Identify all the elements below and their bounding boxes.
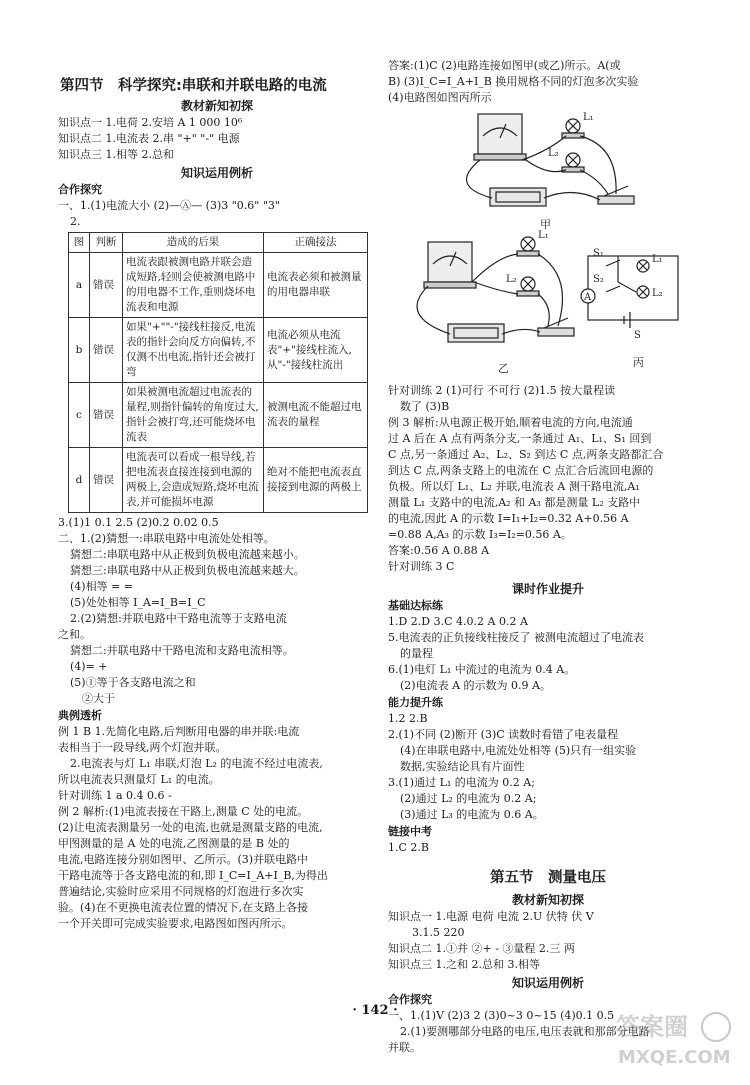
table-cell: 错误 [90,383,123,448]
label-S1: S₁ [593,248,604,259]
answer-line: 2.(1)不同 (2)断开 (3)C 读数时看错了电表量程 [388,728,619,741]
heading-typical-examples: 典例透析 [58,709,102,722]
label-yi: 乙 [498,362,509,375]
subheading-homework: 课时作业提升 [511,582,584,596]
subheading-application: 知识运用例析 [511,976,584,990]
answer-line: 针对训练 1 a 0.4 0.6 - [58,789,172,802]
watermark-text: 答案圈 [616,1013,688,1041]
answer-line: 2.(1)要测哪部分电路的电压,电压表就和那部分电路 [400,1025,650,1038]
answer-line: 一、1.(1)V (2)3 2 (3)0~3 0~15 (4)0.1 0.5 [388,1009,615,1022]
heading-exam-link: 链接中考 [388,825,432,838]
section-title: 第四节 科学探究:串联和并联电路的电流 [60,78,327,94]
table-cell: 错误 [90,253,123,318]
heading-ability: 能力提升练 [388,696,443,709]
answer-line: 3.1.5 220 [412,926,465,939]
page-number: · 142 · [352,1003,398,1018]
circuit-figures [388,106,708,378]
table-cell: 错误 [90,318,123,383]
answer-line: 2. [70,215,81,228]
label-L2: L₂ [652,288,663,299]
table-cell: 如果被测电流超过电流表的量程,则指针偏转的角度过大,指针会被打弯,还可能烧坏电流表 [123,383,264,448]
table-header: 判断 [90,233,123,253]
table-cell: 电流必须从电流表"+"接线柱流入,从"-"接线柱流出 [264,318,368,383]
table-cell: d [69,448,90,513]
table-cell: 电流表必须和被测量的用电器串联 [264,253,368,318]
table-row [69,448,368,513]
table-header: 正确接法 [264,233,368,253]
table-header-row [69,233,368,253]
table-cell: a [69,253,90,318]
answer-line: 的量程 [400,647,433,660]
label-bing: 丙 [633,356,644,369]
answer-line: 答案:0.56 A 0.88 A [388,544,490,557]
subheading-new-knowledge: 教材新知初探 [180,99,253,113]
answer-line: 答案:(1)C (2)电路连接如图甲(或乙)所示。A(或 [388,59,621,72]
left-column [58,58,376,932]
answer-line: 数据,实验结论具有片面性 [400,760,525,773]
table-cell: c [69,383,90,448]
answer-line: B) (3)I_C=I_A+I_B 换用规格不同的灯泡多次实验 [388,75,639,88]
label-L2: L₂ [506,274,517,285]
circuit-figure-yi [417,237,574,342]
answer-line: (2)通过 L₂ 的电流为 0.2 A; [400,792,537,805]
answer-line: 甲图测量的是 A 处的电流,乙图测量的是 B 处的 [58,837,290,850]
knowledge-point-3: 知识点三 1.之和 2.总和 3.相等 [388,958,540,971]
table-cell: 被测电流不能超过电流表的量程 [264,383,368,448]
answer-line: =0.88 A,A₃ 的示数 I₃=I₂=0.56 A。 [388,528,572,541]
subheading-new-knowledge: 教材新知初探 [511,893,584,907]
answer-line: ②大于 [82,692,115,705]
table-cell: 绝对不能把电流表直接接到电源的两极上 [264,448,368,513]
table-row [69,318,368,383]
answer-line: 电流,电路连接分别如图甲、乙所示。(3)并联电路中 [58,853,309,866]
answer-line: 过 A 后在 A 点有两条分支,一条通过 A₁、L₁、S₁ 回到 [388,432,652,445]
table-row [69,383,368,448]
heading-basic: 基础达标练 [388,599,443,612]
answer-line: (2)电流表 A 的示数为 0.9 A。 [400,679,551,692]
knowledge-point-1: 知识点一 1.电荷 2.安培 A 1 000 10⁶ [58,116,243,129]
answer-line: 1.C 2.B [388,841,429,854]
answer-line: 猜想二:并联电路中干路电流和支路电流相等。 [70,644,294,657]
answer-line: (3)通过 L₃ 的电流为 0.6 A。 [400,808,544,821]
table-header: 图 [69,233,90,253]
answer-line: (5)①等于各支路电流之和 [70,676,196,689]
answer-line: 3.(1)通过 L₁ 的电流为 0.2 A; [388,776,535,789]
answer-line: 测量 L₁ 支路中的电流,A₂ 和 A₃ 都是测量 L₂ 支路中 [388,496,641,509]
watermark-url: MXQE.COM [618,1047,731,1068]
answer-line: (4)= + [70,660,108,673]
heading-cooperative: 合作探究 [388,993,432,1006]
answer-line: 例 1 B 1.先简化电路,后判断用电器的串并联:电流 [58,725,300,738]
answer-line: 到达 C 点,两条支路上的电流在 C 点汇合后流回电源的 [388,464,654,477]
answer-line: (2)让电流表测量另一处的电流,也就是测量支路的电流, [58,821,323,834]
right-column [388,58,708,1056]
answer-line: (4)在串联电路中,电流处处相等 (5)只有一组实验 [400,744,637,757]
answer-line: 猜想二:串联电路中从正极到负极电流越来越小。 [70,548,305,561]
answer-line: (5)处处相等 I_A=I_B=I_C [70,596,206,609]
answer-line: 之和。 [58,628,91,641]
answer-line: 3.(1)1 0.1 2.5 (2)0.2 0.02 0.5 [58,516,219,529]
table-cell: 错误 [90,448,123,513]
answer-line: 的电流,因此 A 的示数 I=I₁+I₂=0.32 A+0.56 A [388,512,629,525]
answer-line: 1.2 2.B [388,712,428,725]
table-cell: 电流表可以看成一根导线,若把电流表直接连接到电源的两极上,会造成短路,烧坏电流表,并可能损坏电源 [123,448,264,513]
answer-line: 例 2 解析:(1)电流表接在干路上,测量 C 处的电流。 [58,805,309,818]
answer-line: 例 3 解析:从电源正极开始,顺着电流的方向,电流通 [388,416,633,429]
answer-line: 二、1.(2)猜想一:串联电路中电流处处相等。 [58,532,275,545]
answer-line: (4)相等 = = [70,580,134,593]
label-S2: S₂ [593,274,604,285]
answer-line: 6.(1)电灯 L₁ 中流过的电流为 0.4 A。 [388,663,576,676]
label-S: S [634,330,641,341]
label-jia: 甲 [540,218,551,231]
answer-line: 表相当于一段导线,两个灯泡并联。 [58,741,227,754]
answer-line: 一个开关即可完成实验要求,电路图如图丙所示。 [58,917,293,930]
label-L1: L₁ [583,112,594,123]
knowledge-point-2: 知识点二 1.电流表 2.串 "+" "-" 电源 [58,132,240,145]
watermark-logo [608,1001,738,1071]
error-analysis-table [68,232,368,513]
answer-line: 负极。所以灯 L₁、L₂ 并联,电流表 A 测干路电流,A₁ [388,480,640,493]
answer-line: 2.(2)猜想:并联电路中干路电流等于支路电流 [70,612,287,625]
answer-line: 验。(4)在不更换电流表位置的情况下,在支路上各接 [58,901,309,914]
answer-line: 1.D 2.D 3.C 4.0.2 A 0.2 A [388,615,528,628]
answer-line: 2.电流表与灯 L₁ 串联,灯泡 L₂ 的电流不经过电流表, [70,757,323,770]
table-header: 造成的后果 [123,233,264,253]
table-cell: b [69,318,90,383]
answer-line: 针对训练 3 C [388,560,455,573]
table-cell: 如果"+""-"接线柱接反,电流表的指针会向反方向偏转,不仅测不出电流,指针还会被打弯 [123,318,264,383]
answer-line: 所以电流表只测量灯 L₁ 的电流。 [58,773,220,786]
answer-line: (4)电路图如图丙所示 [388,91,492,104]
knowledge-point-2: 知识点二 1.①并 ②+ - ③量程 2.三 两 [388,942,575,955]
answer-line: 一、1.(1)电流大小 (2)—Ⓐ— (3)3 "0.6" "3" [58,199,280,212]
label-L1: L₁ [538,230,549,241]
knowledge-point-3: 知识点三 1.相等 2.总和 [58,148,174,161]
label-A: A [584,292,592,303]
answer-line: 针对训练 2 (1)可行 不可行 (2)1.5 按大量程读 [388,384,616,397]
answer-line: 干路电流等于各支路电流的和,即 I_C=I_A+I_B,为得出 [58,869,328,882]
knowledge-point-1: 知识点一 1.电源 电荷 电流 2.U 伏特 伏 V [388,910,594,923]
answer-line: 猜想三:串联电路中从正极到负极电流越来越大。 [70,564,305,577]
heading-cooperative: 合作探究 [58,183,102,196]
subheading-application: 知识运用例析 [180,166,253,180]
circuit-figure-jia [467,114,634,206]
answer-line: 普遍结论,实验时应采用不同规格的灯泡进行多次实 [58,885,304,898]
label-L1: L₁ [652,254,663,265]
answer-line: 并联。 [388,1041,421,1054]
answer-line: 5.电流表的正负接线柱接反了 被测电流超过了电流表 [388,631,644,644]
table-cell: 电流表跟被测电路并联会造成短路,轻则会使被测电路中的用电器不工作,重则烧坏电流表和电源 [123,253,264,318]
circuit-figure-bing [581,256,678,328]
label-L2: L₂ [548,148,559,159]
section-title: 第五节 测量电压 [490,870,606,886]
answer-line: C 点,另一条通过 A₂、L₂、S₂ 到达 C 点,两条支路都汇合 [388,448,664,461]
answer-line: 数了 (3)B [400,400,450,413]
table-row [69,253,368,318]
